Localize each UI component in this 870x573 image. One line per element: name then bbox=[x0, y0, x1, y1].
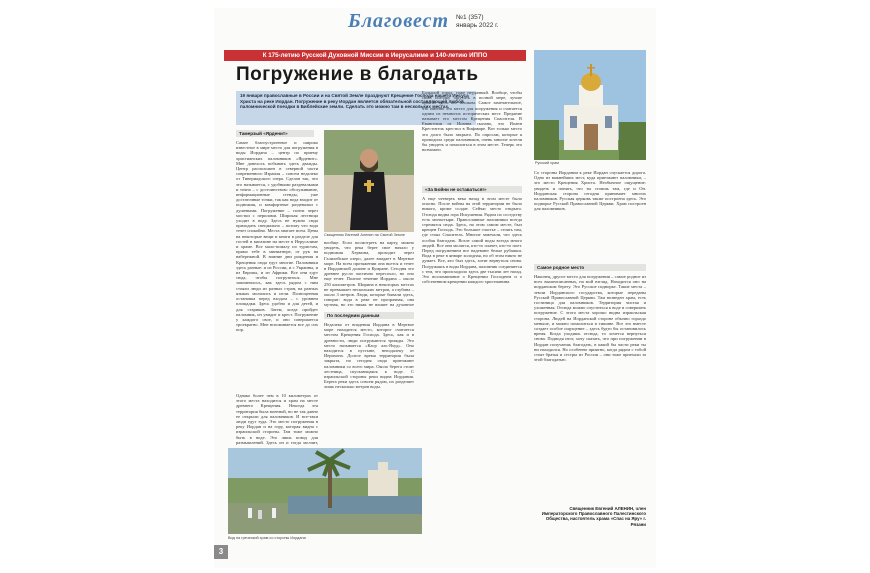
column-3-text: Большой город, тоже неудачный. Вообще, чтобы свою поездку ощутить в полной мере, лучше пройти здесь все пешком. Самое замечательное, что именно это место для погружения и считается одним из немногих исторических мест. Предание называет его местом Крещения Спасителя. В Евангелии от Иоанна сказано, что Иоанн Креститель крестил в Вифаваре. Вот только место это долго было закрыто. По опросам, которые я проводила среди паломников, очень многие хотели бы увидеть и помолиться в этом месте. Теперь это возможно. bbox=[422, 90, 522, 153]
author-signature: Священник Евгений АЛЕНИН, член Императорского Православного Палестинского Общества, настоятель храма «Спас на Яру» г. Рязани bbox=[541, 506, 646, 527]
issue-date: январь 2022 г. bbox=[456, 21, 499, 29]
church-photo bbox=[534, 50, 646, 160]
column-4-text-b: Наконец, другое место для погружения – самое родное из всех вышеописанных, на мой взгляд. Находится оно на иорданском берегу. Это Русское подворье. Такие места – земли Иорданского государства, которые переданы Русской Православной Церкви. Там возведен храм, есть гостиница для паломников. Территория чистая и ухоженная. Отсюда можно спуститься к воде и совершить погружение. С этого места хорошо видна израильская сторона. Людей на Иорданской стороне обычно гораздо меньше, и можно помолиться в тишине. Все это вместе создает особое ощущение – здесь будто бы остановилось время. Когда уходишь отсюда, то хочется вернуться снова. Подводя итог, хочу сказать, что при погружении в Иордан получаешь благодать, в какой бы части реки ты ни находился. Но особенно приятно, когда рядом с тобой стоят братья и сестры из России – они тоже приехали за этой благодатью. bbox=[534, 274, 646, 363]
subhead-do-not-stay: «За Бойни не оставаться!» bbox=[422, 186, 522, 193]
church-image bbox=[534, 50, 646, 160]
river-caption: Вид на греческий храм со стороны Иордана bbox=[228, 536, 306, 540]
column-1-text-b: Однако более чем в 10 километрах от этого места находится и храм на месте древнего Крещения. Некогда эта территория была военной, но не так давно ее открыли для паломников. И все-таки люди едут туда. Это место погружения в реку Иордан и на гору, которая видна с израильской стороны. Там тоже можно быть в воде. Это лишь повод для размышлений. Здесь он и тогда молчит, bbox=[236, 393, 318, 445]
page-number: 3 bbox=[214, 545, 228, 559]
newspaper-logo: Благовест bbox=[348, 10, 450, 32]
subhead-native-place: Самое родное место bbox=[534, 264, 646, 271]
column-2-text-b: Недалеко от впадения Иордана в Мертвое море находится место, которое считается местом Крещения Господа. Здесь, как и в древности, люди погружаются трижды. Это место называется «Каср аль-Яхуд». Оно находится в пустыне, неподалеку от Иерихона. Долгое время территория была закрыта, но сегодня сюда приезжают паломники со всего мира. Около берега стоит лестница, спускающаяся к воде. С израильской стороны реки видна Иордания. Берега реки здесь совсем рядом, их разделяет лишь несколько метров воды. bbox=[324, 322, 414, 390]
column-1-text: Самое благоустроенное и широко известное в мире место для погружения в воды Иордана – центр по приему христианских паломников «Ярденит». Мне довелось побывать здесь дважды. Центр расположен в северной части современного Израиля – совсем недалеко от Тивериадского озера. Сделан так, что это называется, с удобными раздевалками и точно – с достоинством: обслуживание, информационные стенды, уже достаточные точки, так как вода входит от подножия, и комфортные раздевалки с душевыми. Погружение – почти через мостки с перилами. Широкая лестница уходит в воду. Здесь не нужно сюда приходить специально – потому что вода течет спокойно. Места хватает всем. Цены на некоторые вещи и книги в разделе для гостей в магазине на месте в Иерусалиме и храме. Все мало-помалу по туристам, прямо тебе в миниатюре, от рук на набережной. В зимние дни рождения и Крещения сюда едут многие. Паломники здесь разные: и из России, и с Украины, и из Европы, и из Африки. Все они едут сюда, чтобы погрузиться. Мне запомнилось, как здесь рядом с ним стояли люди из разных стран, на разных языках молились и пели. Полноценная остановка перед входом – с уровнем площадки. Здесь удобно и для детей, и для стариков. Затем, когда пройдет паломник, он увидит и крест. Погружение у каждого свое, и оно совершается троекратно. Мне вспоминается все до сих пор. bbox=[236, 140, 318, 333]
subhead-latest-data: По последним данным bbox=[324, 312, 414, 319]
column-4-text: Со стороны Иордании к реке Иордан спускается дорога. Одно из важнейших мест, куда приезжают паломники, – это место Крещения Христа. Необычное ощущение: увидеть и понять, что ты стоишь там, где и Он. Иорданская сторона сегодня принимает многих паломников. Русская церковь также построена здесь. Это подворье Русской Православной Церкви. Храм построен для паломников. bbox=[534, 170, 646, 212]
river-image bbox=[228, 448, 422, 534]
article-kicker: К 175-летию Русской Духовной Миссии в Иерусалиме и 140-летию ИППО bbox=[224, 50, 526, 61]
masthead bbox=[214, 8, 656, 44]
newspaper-page bbox=[214, 8, 656, 568]
issue-info bbox=[456, 14, 499, 29]
column-2-text: вообще. Если посмотреть на карту, можно увидеть, что река берет свое начало у подножия Хермона, проходит через Галилейское озеро, далее впадает в Мертвое море. На всем протяжении она вьется и течет в Иорданской долине и Кумране. Сегодня это древнее русло частично пересохло, но оно еще течет. Полное течение Иордана – около 250 километров. Ширина в некоторых местах не превышает нескольких метров, а глубина – около 3 метров. Люди, которые бывали здесь, говорят: вода в реке не прозрачная, она мутная, но это никак не влияет на духовное bbox=[324, 240, 414, 308]
article-title: Погружение в благодать bbox=[236, 64, 479, 85]
river-photo bbox=[228, 448, 422, 534]
priest-caption: Священник Евгений Аленин на Святой Земле bbox=[324, 233, 405, 237]
priest-image bbox=[324, 130, 414, 232]
column-3-text-b: А еще четверть века назад в этом месте было опасно. После войны на этой территории не было никого, кроме солдат. Сейчас место открыто. Отсюда видна гора Искушения. Рядом по соседству есть монастыри. Православные паломники всегда стремятся сюда. Здесь, на этом самом месте, был крещен Господь. Это большое счастье – стоять там, где стоял Спаситель. Многие замечали, что здесь особая благодать. Возле самой воды всегда много людей. Все они молятся, кто-то плачет, кто-то поет. Перед погружением все надевают белые рубашки. Вода в реке в январе холодная, но об этом никто не думает. Все, кто был здесь, хотят вернуться снова. Погружаясь в воды Иордана, паломник соединяется с тем, что происходило здесь две тысячи лет назад. Это воспоминание о Крещении Господнем и о собственном крещении каждого христианина. bbox=[422, 196, 522, 285]
subhead-yardenit: Тамерзый «Ярденит» bbox=[236, 130, 314, 137]
priest-photo bbox=[324, 130, 414, 232]
issue-number: №1 (357) bbox=[456, 14, 484, 21]
article-lead: 19 января православные в России и на Святой Земле празднуют Крещение Господа нашего Иисуса Христа на реке Иордан. Погружение в реку Иордан является обязательной составляющей любой паломнической поездки в Библейские земли. Сделать это можно там в нескольких местах. bbox=[236, 91, 476, 125]
church-caption: Русский храм bbox=[535, 161, 559, 165]
